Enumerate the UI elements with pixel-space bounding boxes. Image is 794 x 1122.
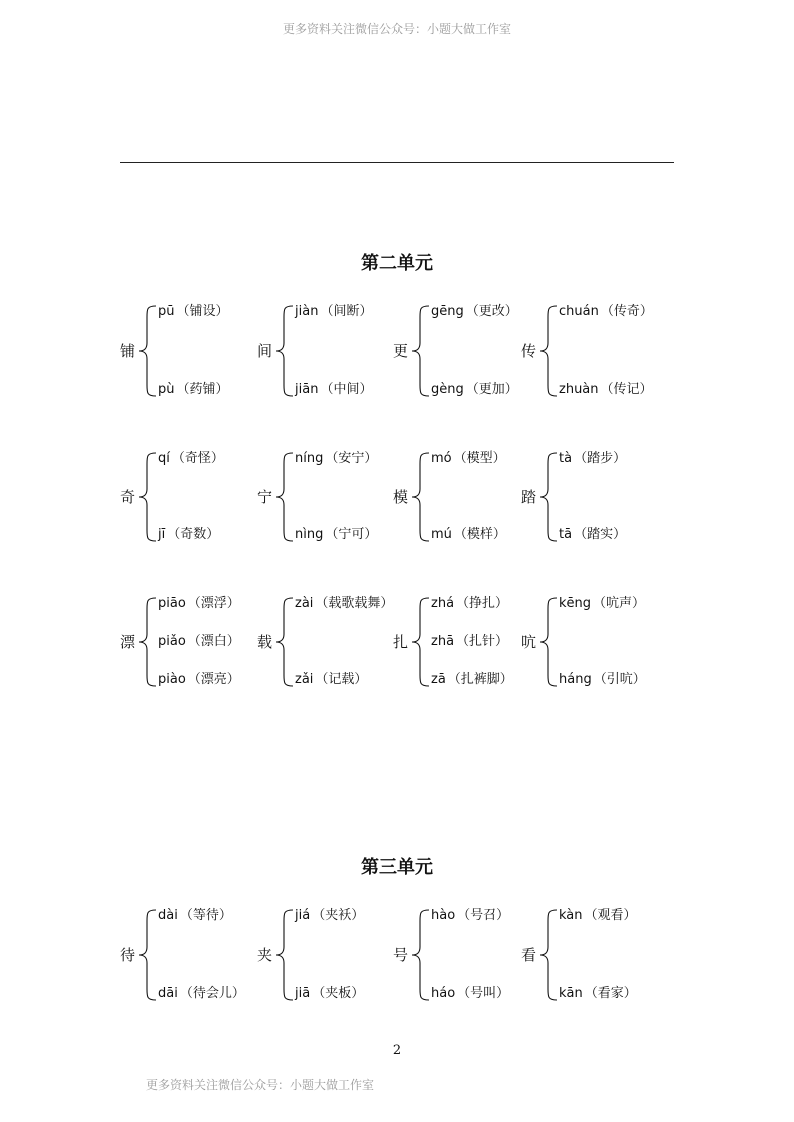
polyphone-entry xyxy=(120,909,250,1001)
example-word: （观看） xyxy=(584,908,637,923)
reading-line xyxy=(431,305,518,319)
polyphone-entry xyxy=(393,452,523,542)
reading-line xyxy=(158,635,240,649)
polyphone-character: 铺 xyxy=(120,342,136,360)
example-word: （夹袄） xyxy=(312,908,365,923)
polyphone-entry xyxy=(521,909,651,1001)
example-word: （载歌载舞） xyxy=(315,596,394,611)
pinyin: piāo xyxy=(158,596,186,611)
pinyin: tà xyxy=(559,451,573,466)
unit-title: 第三单元 xyxy=(361,857,433,878)
reading-line xyxy=(431,383,518,397)
example-word: （安宁） xyxy=(325,451,378,466)
polyphone-entry xyxy=(393,909,523,1001)
watermark-top: 更多资料关注微信公众号：小题大做工作室 xyxy=(282,22,511,36)
curly-brace-icon xyxy=(274,597,294,687)
example-word: （模型） xyxy=(453,451,506,466)
reading-line xyxy=(158,305,229,319)
reading-line xyxy=(431,909,509,923)
polyphone-entry xyxy=(257,596,394,687)
polyphone-entry xyxy=(120,305,250,397)
example-word: （传记） xyxy=(600,382,653,397)
polyphone-entry xyxy=(257,305,387,397)
polyphone-entry xyxy=(120,597,250,687)
curly-brace-icon xyxy=(410,597,430,687)
reading-line xyxy=(431,635,508,649)
example-word: （引吭） xyxy=(593,672,646,687)
example-word: （奇怪） xyxy=(171,451,224,466)
pinyin: zhá xyxy=(431,596,455,611)
example-word: （吭声） xyxy=(593,596,646,611)
polyphone-entry xyxy=(393,305,523,397)
pinyin: chuán xyxy=(559,304,599,319)
reading-line xyxy=(158,452,224,466)
pinyin: jiá xyxy=(295,908,311,923)
reading-line xyxy=(295,452,377,466)
polyphone-entry xyxy=(257,452,387,542)
example-word: （扎裤脚） xyxy=(447,672,513,687)
example-word: （待会儿） xyxy=(179,986,245,1001)
example-word: （记载） xyxy=(315,672,368,687)
polyphone-character: 吭 xyxy=(521,633,537,651)
pinyin: zā xyxy=(431,672,446,687)
reading-line xyxy=(158,673,240,687)
pinyin: zài xyxy=(295,596,314,611)
polyphone-character: 间 xyxy=(257,342,273,360)
reading-line xyxy=(158,987,245,1001)
polyphone-character: 号 xyxy=(393,946,409,964)
pinyin: mó xyxy=(431,451,452,466)
example-word: （传奇） xyxy=(600,304,653,319)
example-word: （踏实） xyxy=(574,527,627,542)
polyphone-entry xyxy=(393,597,523,687)
pinyin: háo xyxy=(431,986,456,1001)
reading-line xyxy=(158,909,232,923)
example-word: （药铺） xyxy=(176,382,229,397)
curly-brace-icon xyxy=(137,452,157,542)
example-word: （中间） xyxy=(320,382,373,397)
pinyin: mú xyxy=(431,527,452,542)
reading-line xyxy=(559,305,653,319)
example-word: （踏步） xyxy=(574,451,627,466)
polyphone-entry xyxy=(521,597,651,687)
pinyin: dāi xyxy=(158,986,178,1001)
polyphone-entry xyxy=(257,909,387,1001)
pinyin: kān xyxy=(559,986,583,1001)
curly-brace-icon xyxy=(274,452,294,542)
example-word: （挣扎） xyxy=(456,596,509,611)
curly-brace-icon xyxy=(538,597,558,687)
header-rule xyxy=(120,162,674,163)
reading-line xyxy=(295,383,372,397)
reading-line xyxy=(295,528,377,542)
pinyin: kēng xyxy=(559,596,592,611)
pinyin: nìng xyxy=(295,527,324,542)
pinyin: jiàn xyxy=(295,304,319,319)
pinyin: jī xyxy=(158,527,166,542)
example-word: （间断） xyxy=(320,304,373,319)
curly-brace-icon xyxy=(410,909,430,1001)
curly-brace-icon xyxy=(137,597,157,687)
polyphone-character: 看 xyxy=(521,946,537,964)
pinyin: kàn xyxy=(559,908,583,923)
reading-line xyxy=(559,528,626,542)
reading-line xyxy=(559,673,646,687)
example-word: （等待） xyxy=(179,908,232,923)
example-word: （奇数） xyxy=(167,527,220,542)
polyphone-character: 踏 xyxy=(521,488,537,506)
reading-line xyxy=(559,452,626,466)
example-word: （号召） xyxy=(457,908,510,923)
example-word: （夹板） xyxy=(312,986,365,1001)
polyphone-character: 更 xyxy=(393,342,409,360)
curly-brace-icon xyxy=(274,909,294,1001)
curly-brace-icon xyxy=(538,305,558,397)
pinyin: gèng xyxy=(431,382,464,397)
polyphone-character: 待 xyxy=(120,946,136,964)
example-word: （模样） xyxy=(453,527,506,542)
reading-line xyxy=(431,987,509,1001)
example-word: （漂亮） xyxy=(187,672,240,687)
curly-brace-icon xyxy=(274,305,294,397)
pinyin: zhuàn xyxy=(559,382,599,397)
pinyin: gēng xyxy=(431,304,464,319)
reading-line xyxy=(559,909,637,923)
pinyin: jiān xyxy=(295,382,319,397)
polyphone-character: 模 xyxy=(393,488,409,506)
pinyin: jiā xyxy=(295,986,311,1001)
curly-brace-icon xyxy=(538,909,558,1001)
pinyin: hào xyxy=(431,908,456,923)
reading-line xyxy=(431,528,506,542)
reading-line xyxy=(295,673,367,687)
polyphone-character: 扎 xyxy=(393,633,409,651)
polyphone-entry xyxy=(120,452,250,542)
pinyin: dài xyxy=(158,908,178,923)
curly-brace-icon xyxy=(410,452,430,542)
curly-brace-icon xyxy=(410,305,430,397)
example-word: （漂浮） xyxy=(187,596,240,611)
example-word: （漂白） xyxy=(187,634,240,649)
pinyin: piào xyxy=(158,672,186,687)
pinyin: piǎo xyxy=(158,634,186,649)
pinyin: zǎi xyxy=(295,672,314,687)
polyphone-entry xyxy=(521,305,651,397)
example-word: （铺设） xyxy=(176,304,229,319)
reading-line xyxy=(158,383,229,397)
example-word: （更加） xyxy=(465,382,518,397)
curly-brace-icon xyxy=(538,452,558,542)
reading-line xyxy=(431,673,513,687)
watermark-bottom: 更多资料关注微信公众号：小题大做工作室 xyxy=(146,1078,375,1092)
reading-line xyxy=(559,987,637,1001)
curly-brace-icon xyxy=(137,909,157,1001)
example-word: （宁可） xyxy=(325,527,378,542)
polyphone-entry xyxy=(521,452,651,542)
pinyin: zhā xyxy=(431,634,455,649)
curly-brace-icon xyxy=(137,305,157,397)
reading-line xyxy=(295,597,393,611)
reading-line xyxy=(295,909,364,923)
pinyin: qí xyxy=(158,451,170,466)
example-word: （号叫） xyxy=(457,986,510,1001)
reading-line xyxy=(295,987,364,1001)
pinyin: háng xyxy=(559,672,592,687)
pinyin: tā xyxy=(559,527,573,542)
reading-line xyxy=(158,528,219,542)
reading-line xyxy=(295,305,372,319)
polyphone-character: 载 xyxy=(257,633,273,651)
reading-line xyxy=(158,597,240,611)
example-word: （扎针） xyxy=(456,634,509,649)
example-word: （看家） xyxy=(584,986,637,1001)
reading-line xyxy=(559,383,653,397)
reading-line xyxy=(559,597,645,611)
polyphone-character: 夹 xyxy=(257,946,273,964)
reading-line xyxy=(431,597,508,611)
pinyin: pù xyxy=(158,382,175,397)
pinyin: níng xyxy=(295,451,324,466)
unit-title: 第二单元 xyxy=(361,253,433,274)
polyphone-character: 传 xyxy=(521,342,537,360)
example-word: （更改） xyxy=(465,304,518,319)
page-number: 2 xyxy=(392,1043,402,1058)
pinyin: pū xyxy=(158,304,175,319)
polyphone-character: 奇 xyxy=(120,488,136,506)
reading-line xyxy=(431,452,506,466)
polyphone-character: 漂 xyxy=(120,633,136,651)
polyphone-character: 宁 xyxy=(257,488,273,506)
